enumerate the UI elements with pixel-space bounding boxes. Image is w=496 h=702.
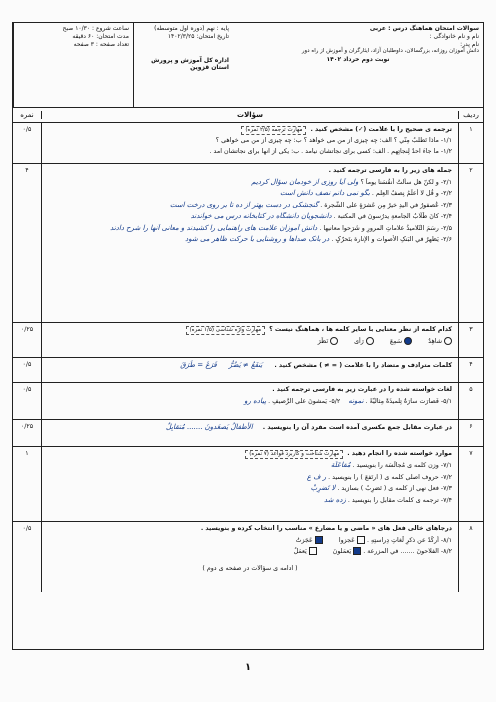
option-checkbox[interactable] <box>353 547 361 555</box>
exam-title: سوالات امتحان هماهنگ درس : عربی <box>369 25 479 32</box>
grade-label: پایه : نهم (دوره اول متوسطه) <box>154 25 229 32</box>
students-line: دانش آموزان روزانه، بزرگسالان، داوطلبان آزاد، ایثارگران و آموزش از راه دور <box>301 48 479 55</box>
question-item: ۸/۱- أُرکُدُ عن ذکرِ لُغاتِ دِراستِهِ . <box>366 536 452 544</box>
handwritten-answer: نمونه <box>348 396 364 405</box>
col-score: نمره <box>13 111 42 119</box>
name-label: نام و نام خانوادگی : <box>429 32 479 40</box>
option-circle[interactable] <box>366 337 374 345</box>
exam-frame <box>12 22 484 650</box>
question-score: ۴ <box>13 164 42 322</box>
question-number: ۴ <box>458 358 483 382</box>
question-title: ترجمه ی صحیح را با علامت (✓) مشخص کنید . <box>310 126 452 133</box>
question-item: ۷/۲- حروف اصلی کلمه ی ( ارتَفعَ ) را بنویسید . <box>328 473 452 481</box>
question-number: ۸ <box>458 522 483 592</box>
question-item: ۲/۴- کانَ طُلّابُ الجامعةِ یدرُسونَ في المکتبة . <box>333 213 452 220</box>
exam-date: تاریخ امتحان: ۱۴۰۲/۳/۲۵ <box>167 32 229 40</box>
question-item: ۷/۴- ترجمه ی کلمات مقابل را بنویسید . <box>347 496 452 504</box>
question-item: ۲/۲- و قُل لا أعلَمُ نِصفُ العِلم . <box>371 190 452 197</box>
handwritten-answer: ولی آیا روزی از خودمان سؤال کردیم <box>251 177 359 186</box>
option-label: شاهِدٌ <box>428 338 442 346</box>
question-item: ۲/۱- و لکنّ هل سألتُ أنفُسَنا یوماً ؟ <box>360 178 452 186</box>
question-item: ۱/۱- ماذا تَطْلُبُ مِنّي ؟ الف: چه چیزی از من می خواهد ؟ ب: چه چیزی از من می خواهی ؟ <box>215 137 452 145</box>
question-score: ۰/۵ <box>13 522 42 592</box>
handwritten-answer: گنجشکی در دست بهتر از ده تا بر روی درخت است <box>169 200 319 209</box>
question-score: ۰/۲۵ <box>13 323 42 357</box>
exam-header <box>13 23 483 108</box>
handwritten-answer: در بانک صداها و روشنایی با حرکت ظاهر می شود <box>185 235 330 243</box>
question-item: ۸/۲- الفلاحونَ ....... في المزرعة . <box>363 548 452 555</box>
handwritten-answer: دانشجویان دانشگاه در کتابخانه درس می خواندند <box>190 212 332 220</box>
question-item: ۵/۱- فَصارَت سارَةُ تِلمیذَةً مِثالیّةً . <box>365 397 452 405</box>
col-row: ردیف <box>458 111 483 119</box>
question-score: ۰/۵ <box>13 383 42 419</box>
handwritten-answer: مُفاعَلَة <box>330 461 351 470</box>
question-8 <box>13 522 483 592</box>
question-4 <box>13 358 483 383</box>
page-count: تعداد صفحه : ۳ صفحه <box>73 40 129 48</box>
start-time: ساعت شروع : ۱۰/۳۰ صبح <box>62 25 129 32</box>
option-label: نَظَرَ <box>317 338 329 346</box>
session-line: نوبت دوم خرداد ۱۴۰۲ <box>326 55 390 63</box>
question-score: ۰/۵ <box>13 123 42 163</box>
question-5 <box>13 383 483 420</box>
option-checkbox[interactable] <box>315 536 323 544</box>
question-number: ۳ <box>458 323 483 357</box>
option-label: یَعمَلُ <box>293 548 307 555</box>
handwritten-answer: ر ف ع <box>306 472 327 481</box>
question-item: الأطفالُ یَصعَدونَ ....... مُتقابِلٌ <box>165 423 253 431</box>
question-item: ۲/۳- عُصفورٌ في الیدِ خیرٌ مِن عَشرَةٍ علی الشَّجرة . <box>320 201 452 209</box>
question-score: ۱ <box>13 447 42 521</box>
handwritten-answer: یَنفَعُ ≠ یَضُرُّ <box>228 361 263 369</box>
question-2 <box>13 164 483 323</box>
question-item: ۵/۲- یَمشونَ علی الرَّصیفِ . <box>268 397 341 405</box>
handwritten-answer: پیاده رو <box>244 396 267 405</box>
question-number: ۶ <box>458 420 483 446</box>
skill-label: مهارت شناخت و کاربرد قواعد (۷ نمره) <box>245 450 343 459</box>
question-title: موارد خواسته شده را انجام دهید . <box>347 450 452 457</box>
skill-label: مهارت واژه شناسی (۱/۵ نمره) <box>186 326 266 335</box>
question-title: در عبارت مقابل جمع مکسری آمده است مفرد آن را بنویسید . <box>262 424 452 431</box>
page-number: ۱ <box>244 662 252 673</box>
option-checkbox[interactable] <box>357 536 365 544</box>
question-number: ۵ <box>458 383 483 419</box>
question-score: ۰/۵ <box>13 358 42 382</box>
question-item: ۷/۳- فعل نهی از کلمه ی ( تَضرِبُ ) بسازید . <box>337 485 452 493</box>
question-item: ۷/۱- وزن کلمه ی مُجالَسَة را بنویسید . <box>352 462 452 470</box>
header-time <box>13 23 133 107</box>
question-title: درجاهای خالی فعل های « ماضی و یا مضارع » مناسب را انتخاب کرده و بنویسید . <box>200 525 452 532</box>
option-circle[interactable] <box>444 337 452 345</box>
option-label: عَجزوا <box>338 536 355 544</box>
question-item: ۲/۶- یَظهرُ في البَنکِ الأصوات و الإنارة بتَحرّکٍ . <box>331 236 452 243</box>
option-label: سَمِعَ <box>389 338 403 346</box>
question-table-header <box>13 108 483 123</box>
question-3 <box>13 323 483 358</box>
col-questions: سؤالات <box>237 111 263 119</box>
continue-note: ( ادامه ی سؤالات در صفحه ی دوم ) <box>202 564 298 572</box>
handwritten-answer: زده شد <box>323 495 346 504</box>
question-number: ۱ <box>458 123 483 163</box>
option-label: رَأی <box>354 338 364 346</box>
header-mid <box>133 23 233 107</box>
handwritten-answer: لا تَضرِبْ <box>310 484 336 493</box>
question-item: ۱/۲- ما جاءَ أحدٌ لِنجاتِهم . الف: کسی برای نجاتشان نیامد . ب: یکی از آنها برای نجاتشان آمد . <box>209 147 452 155</box>
option-label: عَجَزتُ <box>295 536 313 544</box>
question-1 <box>13 123 483 164</box>
question-number: ۲ <box>458 164 483 322</box>
handwritten-answer: دانش آموزان علامت های راهنمایی را کشیدند و معانی آنها را شرح دادند <box>110 223 318 232</box>
question-item: ۲/۵- رسَمَ التّلامیذُ علاماتِ المرورِ و شَرَحوا معانیها . <box>319 224 452 232</box>
option-label: یَعمَلونَ <box>332 548 352 555</box>
question-7 <box>13 447 483 522</box>
option-checkbox[interactable] <box>309 547 317 555</box>
option-circle[interactable] <box>404 337 412 345</box>
skill-label: مهارت ترجمه (۲/۵ نمره) <box>241 126 306 135</box>
question-6 <box>13 420 483 447</box>
question-title: کلمات مترادف و متضاد را با علامت ( = ≠ ) مشخص کنید . <box>274 362 452 369</box>
question-title: کدام کلمه از نظر معنایی با سایر کلمه ها ، هماهنگ نیست ؟ <box>269 326 452 333</box>
question-number: ۷ <box>458 447 483 521</box>
option-circle[interactable] <box>330 337 338 345</box>
handwritten-answer: بگو نمی دانم نصف دانش است <box>279 189 370 197</box>
question-score: ۰/۲۵ <box>13 420 42 446</box>
father-label: نام پدر: <box>460 40 479 48</box>
header-main <box>233 23 483 107</box>
duration: مدت امتحان: ۶۰ دقیقه <box>72 32 129 40</box>
handwritten-answer: فَرَغَ = طَرَقَ <box>180 361 217 369</box>
question-title: لغات خواسته شده را در عبارت زیر به فارسی ترجمه کنید . <box>272 386 452 393</box>
question-title: جمله های زیر را به فارسی ترجمه کنید . <box>328 167 452 174</box>
office-name: اداره کل آموزش و پرورش استان قزوین <box>151 56 229 72</box>
